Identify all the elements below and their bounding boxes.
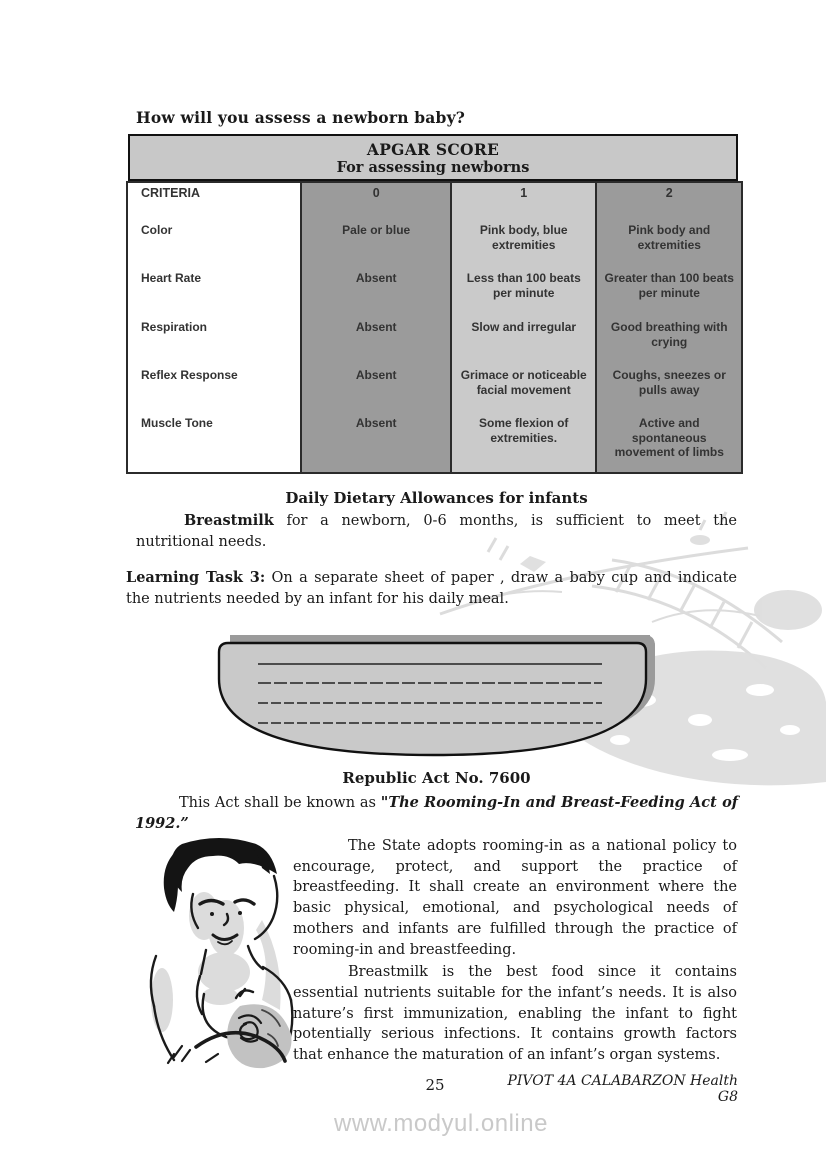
dietary-paragraph bbox=[136, 511, 737, 552]
apgar-subtitle: For assessing newborns bbox=[336, 158, 530, 176]
score-cell: Coughs, sneezes or pulls away bbox=[612, 368, 726, 397]
criteria-cell: Reflex Response bbox=[141, 368, 238, 382]
republic-act-intro-quoted: "The Rooming-In and Breast-Feeding Act of 1992.” bbox=[135, 794, 738, 832]
learning-task-paragraph bbox=[126, 568, 737, 609]
republic-act-intro-plain: This Act shall be known as bbox=[179, 795, 381, 811]
apgar-table-header bbox=[128, 134, 738, 181]
column-header: 0 bbox=[372, 186, 380, 200]
page-number: 25 bbox=[425, 1076, 445, 1094]
score-cell: Some flexion of extremities. bbox=[479, 416, 569, 445]
apgar-title: APGAR SCORE bbox=[366, 139, 500, 159]
breastfeeding-illustration bbox=[144, 838, 296, 1070]
column-header: 1 bbox=[520, 186, 528, 200]
apgar-column-criteria bbox=[128, 183, 300, 472]
score-cell: Slow and irregular bbox=[471, 320, 577, 334]
score-cell: Pink body and extremities bbox=[628, 223, 711, 252]
score-cell: Pink body, blue extremities bbox=[479, 223, 568, 252]
score-cell: Good breathing with crying bbox=[610, 320, 728, 349]
learning-task-label: Learning Task 3: bbox=[126, 569, 266, 586]
criteria-cell: Color bbox=[141, 223, 173, 237]
criteria-cell: Respiration bbox=[141, 320, 208, 334]
column-header: 2 bbox=[665, 186, 673, 200]
republic-act-body bbox=[293, 836, 737, 1066]
footer-source: PIVOT 4A CALABARZON Health G8 bbox=[507, 1073, 738, 1105]
state-policy-paragraph: The State adopts rooming-in as a national policy to encourage, protect, and support the practice of breastfeeding. It shall create an environment where the basic physical, emotional, and psychological needs of mothers and infants are fulfilled through the practice of rooming-in and breastfeeding. bbox=[293, 838, 737, 958]
dietary-heading: Daily Dietary Allowances for infants bbox=[285, 489, 588, 507]
score-cell: Grimace or noticeable facial movement bbox=[460, 368, 587, 397]
score-cell: Absent bbox=[355, 368, 397, 382]
breastmilk-benefits-paragraph: Breastmilk is the best food since it contains essential nutrients suitable for the infant’s needs. It is also nature’s first immunization, enabling the infant to fight potentially serious infections. It contains growth factors that enhance the maturation of an infant’s organ systems. bbox=[293, 964, 737, 1064]
score-cell: Less than 100 beats per minute bbox=[466, 271, 581, 300]
apgar-column-score-0 bbox=[300, 183, 450, 472]
apgar-column-score-2 bbox=[595, 183, 741, 472]
criteria-cell: Muscle Tone bbox=[141, 416, 213, 430]
score-cell: Absent bbox=[355, 271, 397, 285]
site-watermark: www.modyul.online bbox=[334, 1110, 548, 1137]
apgar-column-score-1 bbox=[450, 183, 596, 472]
apgar-table bbox=[126, 181, 743, 474]
dietary-lead-rest: for a newborn, 0-6 months, is sufficient to meet the nutritional needs. bbox=[136, 513, 737, 550]
republic-act-intro bbox=[135, 793, 738, 834]
score-cell: Greater than 100 beats per minute bbox=[604, 271, 734, 300]
criteria-cell: Heart Rate bbox=[141, 271, 202, 285]
score-cell: Absent bbox=[355, 320, 397, 334]
score-cell: Pale or blue bbox=[342, 223, 411, 237]
learning-task-text: On a separate sheet of paper , draw a baby cup and indicate the nutrients needed by an infant for his daily meal. bbox=[126, 570, 738, 607]
dietary-lead-bold: Breastmilk bbox=[184, 512, 274, 529]
score-cell: Active and spontaneous movement of limbs bbox=[614, 416, 724, 459]
score-cell: Absent bbox=[355, 416, 397, 430]
page-question-heading: How will you assess a newborn baby? bbox=[136, 108, 466, 127]
column-header: CRITERIA bbox=[141, 186, 201, 200]
republic-act-heading: Republic Act No. 7600 bbox=[342, 769, 531, 787]
cup-body bbox=[219, 643, 646, 755]
baby-cup-graphic bbox=[212, 631, 664, 761]
